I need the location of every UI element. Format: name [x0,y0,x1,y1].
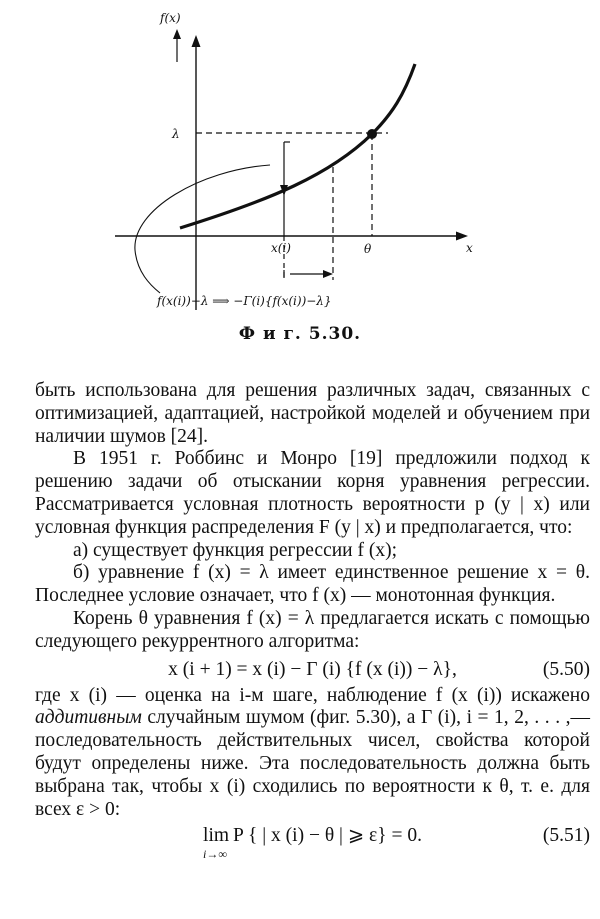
equation-5-51-body: P { | x (i) − θ | ⩾ ε} = 0. [233,825,422,847]
lambda-label: λ [172,127,180,141]
limit-word: lim [203,825,230,847]
equation-5-50-number: (5.50) [542,658,590,680]
equation-5-51-number: (5.51) [542,825,590,847]
y-axis-arrow [192,35,201,47]
x-axis-label: x [466,241,473,255]
paragraph-1: быть использована для решения различных задач, связанных с оптимизацией, адаптацией, настройкой моделей и обучением при наличии шумов [24]. [35,380,590,447]
body-text [35,380,590,861]
paragraph-2: В 1951 г. Роббинс и Монро [19] предложили подход к решению задачи об отыскании корня уравнения регрессии. Рассматривается условная плотность вероятности p (y | x) или условная функция распределения F (y | x) и предполагается, что: [35,448,590,538]
paragraph-6-end: случайным шумом (фиг. 5.30), а Γ (i), i = 1, 2, . . . ,— последовательность действительных чисел, свойства которой будут определены ниже. Эта последовательность должна быть выбрана так, чтобы x (i) сходились по вероятности к θ, т. е. для всех ε > 0: [35,707,590,820]
y-axis-label: f(x) [160,11,181,25]
theta-label: θ [364,242,372,256]
equation-5-50 [35,654,590,685]
limit-operator [203,821,230,862]
regression-root-diagram [0,0,600,330]
x-axis-arrow [456,232,468,241]
paragraph-5: Корень θ уравнения f (x) = λ предлагается искать с помощью следующего рекуррентного алгоритма: [35,607,590,652]
regression-curve [180,64,415,228]
limit-subscript: i→∞ [203,847,227,862]
xi-label: x(i) [271,241,291,255]
step-arrowhead [323,270,333,278]
figure-5-30 [0,0,600,344]
paragraph-3: а) существует функция регрессии f (x); [73,539,397,561]
figure-annotation: f(x(i))−λ ⟹ −Γ(i){f(x(i))−λ} [157,294,332,308]
equation-5-51 [35,821,590,861]
figure-caption: Ф и г. 5.30. [238,324,362,344]
function-direction-arrowhead [173,29,181,39]
paragraph-6 [35,685,590,822]
equation-5-50-body: x (i + 1) = x (i) − Γ (i) {f (x (i)) − λ}, [168,658,457,680]
paragraph-6-start: где x (i) — оценка на i-м шаге, наблюдение f (x (i)) искажено [35,684,590,706]
paragraph-4: б) уравнение f (x) = λ имеет единственное решение x = θ. Последнее условие означает, что f (x) — монотонная функция. [35,562,590,607]
paragraph-6-emphasis: аддитивным [35,707,142,729]
annotation-leader-line [135,165,270,293]
